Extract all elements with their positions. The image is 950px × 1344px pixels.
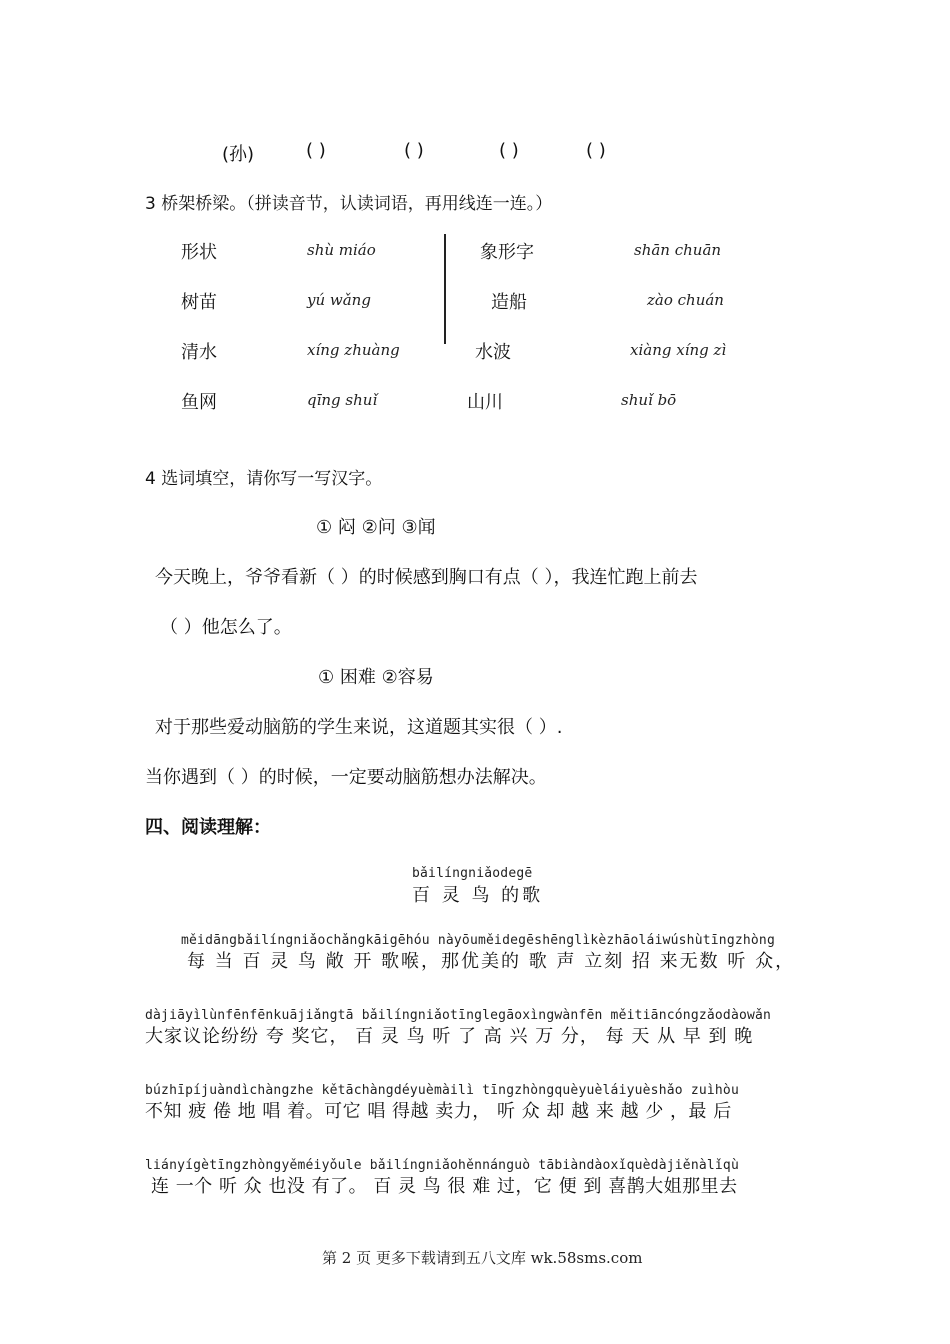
story-pinyin-line: dàjiāyìlùnfēnfēnkuājiǎngtā bǎilíngniǎotīnglegāoxìngwànfēn měitiāncóngzǎodàowǎn [145,1008,772,1023]
story-text-line: 不知 疲 倦 地 唱 着。可它 唱 得越 卖力， 听 众 却 越 来 越 少 ，最 后 [145,1101,732,1122]
right-pinyin: shuǐ bō [621,391,677,409]
left-pinyin: xíng zhuàng [307,341,400,359]
matching-divider [444,234,446,344]
right-pinyin: zào chuán [647,291,724,309]
story-text-line: 每 当 百 灵 鸟 敞 开 歌喉，那优美的 歌 声 立刻 招 来无数 听 众， [187,951,796,972]
section-heading: 四、阅读理解： [145,817,271,838]
story-pinyin-line: búzhīpíjuàndìchàngzhe kětāchàngdéyuèmàilì tīngzhòngquèyuèláiyuèshǎo zuìhòu [145,1083,739,1098]
right-word: 象形字 [480,242,534,263]
question-3-title: 3 桥架桥梁。（拼读音节，认读词语，再用线连一连。） [145,194,553,214]
left-pinyin: yú wǎng [307,291,371,309]
right-pinyin: shān chuān [634,241,722,259]
left-pinyin: shù miáo [307,241,376,259]
answer-bracket: ( ) [404,140,424,161]
answer-bracket: ( ) [499,140,519,161]
fill-sentence: 当你遇到（ ）的时候，一定要动脑筋想办法解决。 [145,767,547,788]
right-pinyin: xiàng xíng zì [630,341,727,359]
word-options-2: ① 困难 ②容易 [318,667,434,688]
left-word: 形状 [181,242,217,263]
right-word: 水波 [475,342,511,363]
right-word: 山川 [467,392,503,413]
right-word: 造船 [491,292,527,313]
question-4-title: 4 选词填空，请你写一写汉字。 [145,469,383,489]
page-footer: 第 2 页 更多下载请到五八文库 wk.58sms.com [322,1249,643,1267]
story-title: 百 灵 鸟 的歌 [412,885,544,906]
left-pinyin: qīng shuǐ [307,391,378,409]
fill-sentence: （ ）他怎么了。 [160,617,292,638]
left-word: 树苗 [181,292,217,313]
word-options-1: ① 闷 ②问 ③闻 [316,517,436,538]
answer-bracket-first: (孙) [222,144,255,165]
story-pinyin-line: liányígètīngzhòngyěméiyǒule bǎilíngniǎohěnnánguò tābiàndàoxǐquèdàjiěnàlǐqù [145,1158,739,1173]
story-title-pinyin: bǎilíngniǎodegē [412,866,533,881]
left-word: 鱼网 [181,392,217,413]
story-pinyin-line: měidāngbǎilíngniǎochǎngkāigēhóu nàyōuměidegēshēnglìkèzhāoláiwúshùtīngzhòng [181,933,775,948]
answer-bracket: ( ) [586,140,606,161]
answer-bracket: ( ) [306,140,326,161]
fill-sentence: 对于那些爱动脑筋的学生来说，这道题其实很（ ）. [155,717,563,738]
story-text-line: 大家议论纷纷 夸 奖它， 百 灵 鸟 听 了 高 兴 万 分， 每 天 从 早 到 晚 [145,1026,754,1047]
left-word: 清水 [181,342,217,363]
story-text-line: 连 一个 听 众 也没 有了。 百 灵 鸟 很 难 过，它 便 到 喜鹊大姐那里去 [151,1176,738,1197]
fill-sentence: 今天晚上，爷爷看新（ ）的时候感到胸口有点（ ），我连忙跑上前去 [155,567,698,588]
